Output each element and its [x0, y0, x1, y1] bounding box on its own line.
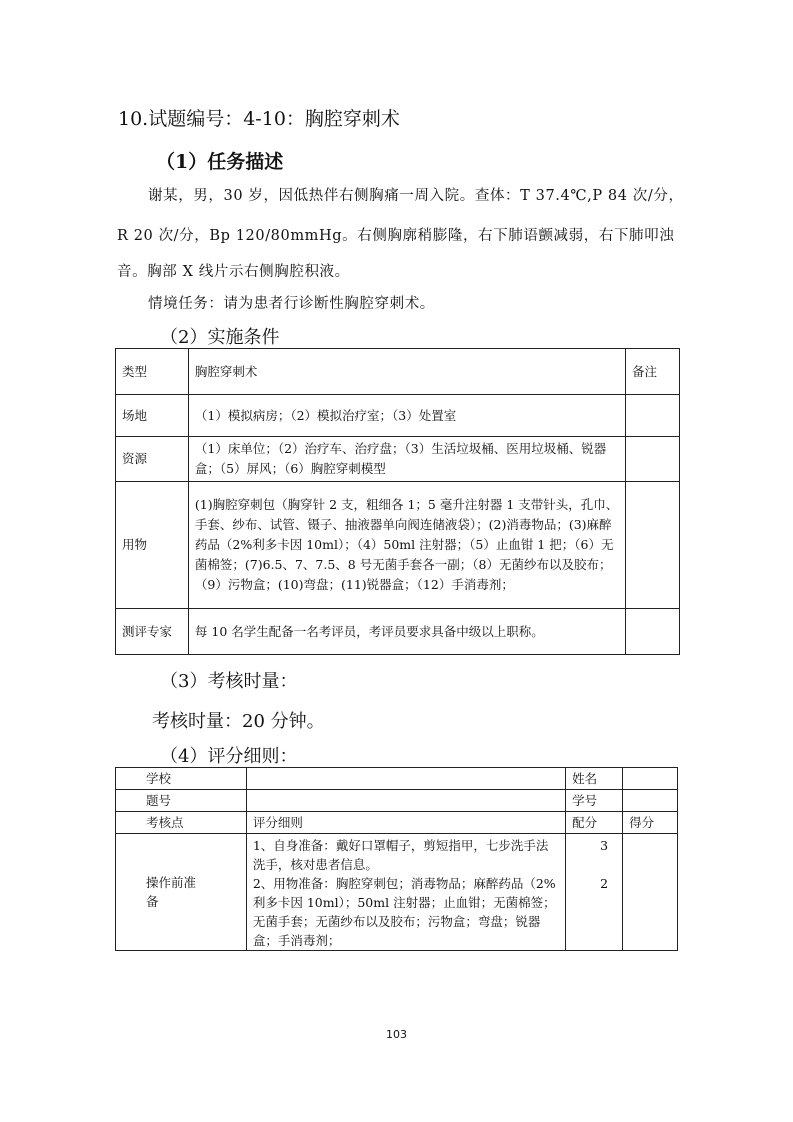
- scoring-detail: [246, 834, 565, 951]
- cell-label: 资源: [116, 437, 189, 482]
- cell-type-content: 胸腔穿刺术: [188, 349, 625, 395]
- conditions-heading: （2）实施条件: [160, 327, 280, 348]
- table-row: [116, 790, 678, 812]
- col-scoring-detail: 评分细则: [246, 812, 565, 834]
- time-heading: （3）考核时量：: [160, 671, 298, 692]
- table-row: [116, 482, 680, 609]
- table-row: [116, 437, 680, 482]
- conditions-table: [115, 348, 680, 655]
- table-row: [116, 349, 680, 395]
- scenario-task: 情境任务：请为患者行诊断性胸腔穿刺术。: [148, 296, 435, 312]
- task-line-3: 音。胸部 X 线片示右侧胸腔积液。: [117, 264, 350, 280]
- question-value[interactable]: [246, 790, 565, 812]
- cell-content: （1）床单位；（2）治疗车、治疗盘；（3）生活垃圾桶、医用垃圾桶、锐器盒；（5）屏风；（6）胸腔穿刺模型: [188, 437, 625, 482]
- cell-content: （1）模拟病房；（2）模拟治疗室；（3）处置室: [188, 395, 625, 437]
- page-number: 103: [386, 1028, 407, 1041]
- col-points: 配分: [566, 812, 623, 834]
- school-value[interactable]: [246, 768, 565, 790]
- item-points: 3: [600, 838, 609, 853]
- cell-note: [626, 482, 680, 609]
- school-label: 学校: [116, 768, 247, 790]
- scoring-heading: （4）评分细则：: [160, 746, 298, 767]
- cell-note: [626, 395, 680, 437]
- cell-note: [626, 437, 680, 482]
- cell-note: [626, 609, 680, 655]
- table-row: [116, 834, 678, 951]
- points: [566, 834, 623, 951]
- col-score: 得分: [623, 812, 678, 834]
- cell-label: 用物: [116, 482, 189, 609]
- table-row: [116, 395, 680, 437]
- task-line-2: R 20 次/分，Bp 120/80mmHg。右侧胸廓稍膨隆，右下肺语颤减弱，右下肺叩浊: [117, 228, 675, 244]
- question-label: 题号: [116, 790, 247, 812]
- name-value[interactable]: [623, 768, 678, 790]
- question-title: 10.试题编号：4-10：胸腔穿刺术: [118, 108, 400, 130]
- col-assessment-point: 考核点: [116, 812, 247, 834]
- cell-content: 每 10 名学生配备一名考评员，考评员要求具备中级以上职称。: [188, 609, 625, 655]
- item-points: 2: [600, 876, 609, 891]
- name-label: 姓名: [566, 768, 623, 790]
- student-id-label: 学号: [566, 790, 623, 812]
- scoring-table: [115, 767, 678, 951]
- table-row: [116, 812, 678, 834]
- cell-type-label: 类型: [116, 349, 189, 395]
- cell-note-label: 备注: [626, 349, 680, 395]
- student-id-value[interactable]: [623, 790, 678, 812]
- scoring-item: 2、用物准备：胸腔穿刺包；消毒物品；麻醉药品（2%利多卡因 10ml）；50ml 注射器；止血钳；无菌棉签；无菌手套；无菌纱布以及胶布；污物盒；弯盘；锐器盒；手消毒剂；: [252, 876, 556, 948]
- table-row: [116, 609, 680, 655]
- time-text: 考核时量：20 分钟。: [152, 711, 325, 732]
- cell-label: 场地: [116, 395, 189, 437]
- scoring-item: 1、自身准备：戴好口罩帽子，剪短指甲，七步洗手法洗手，核对患者信息。: [252, 838, 549, 872]
- score-value[interactable]: [623, 834, 678, 951]
- task-line-1: 谢某，男，30 岁，因低热伴右侧胸痛一周入院。查体：T 37.4℃,P 84 次/分，: [148, 188, 684, 204]
- cell-label: 测评专家: [116, 609, 189, 655]
- task-description-heading: （1）任务描述: [156, 151, 284, 173]
- cell-content: (1)胸腔穿刺包（胸穿针 2 支，粗细各 1；5 毫升注射器 1 支带针头，孔巾、手套、纱布、试管、镊子、抽液器单向阀连储液袋）；(2)消毒物品；(3)麻醉药品（2%利多卡因 10ml）；（4）50ml 注射器；（5）止血钳 1 把；（6）无菌棉签；(7)6.5、7、7.5、8 号无菌手套各一副；（8）无菌纱布以及胶布；（9）污物盒；(10)弯盘；(11)锐器盒；（12）手消毒剂；: [188, 482, 625, 609]
- assessment-point: 操作前准备: [116, 834, 247, 951]
- table-row: [116, 768, 678, 790]
